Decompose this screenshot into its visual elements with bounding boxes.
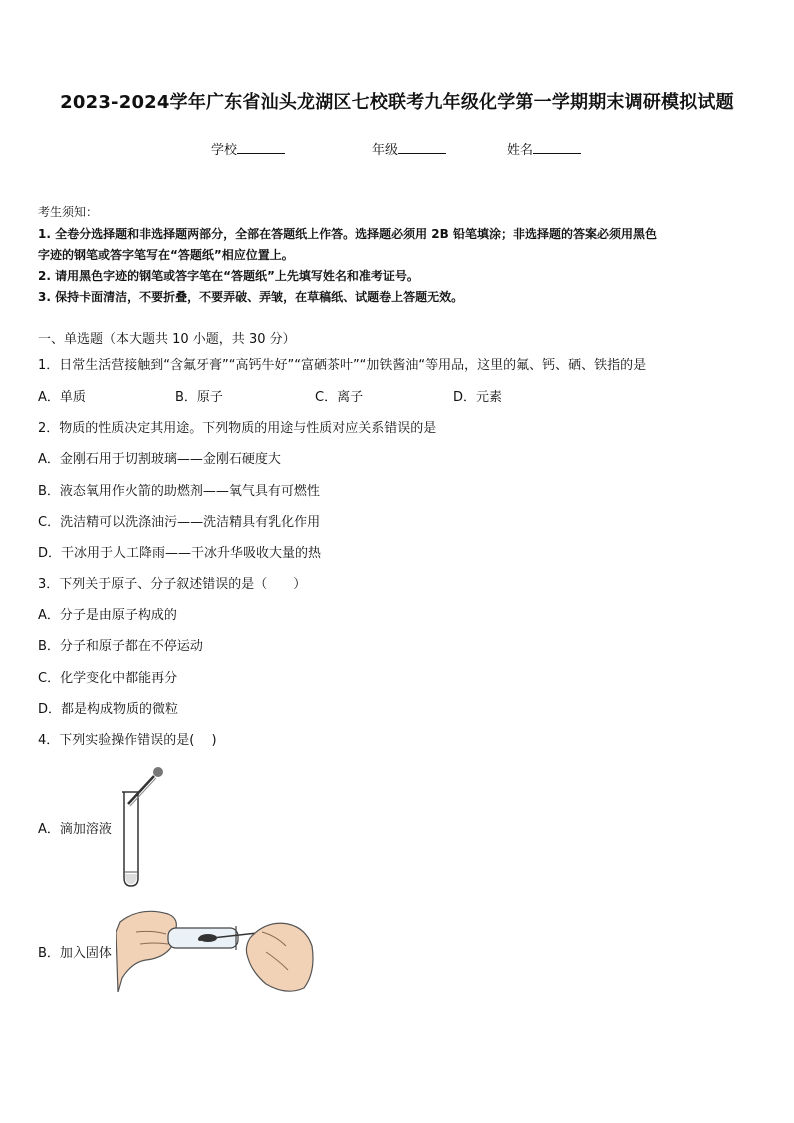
q1-option-c[interactable]: C．离子 bbox=[315, 390, 364, 405]
question-2-stem: 2．物质的性质决定其用途。下列物质的用途与性质对应关系错误的是 bbox=[38, 421, 437, 436]
question-3-stem: 3．下列关于原子、分子叙述错误的是（ ） bbox=[38, 577, 307, 592]
section-heading: 一、单选题（本大题共 10 小题，共 30 分） bbox=[38, 332, 296, 347]
grade-field bbox=[372, 139, 446, 158]
q3-option-a[interactable]: A．分子是由原子构成的 bbox=[38, 608, 177, 623]
notice-line-1a: 1. 全卷分选择题和非选择题两部分，全部在答题纸上作答。选择题必须用 2B 铅笔填涂；非选择题的答案必须用黑色 bbox=[38, 227, 657, 241]
grade-label: 年级 bbox=[372, 143, 399, 158]
school-field bbox=[211, 139, 285, 158]
school-label: 学校 bbox=[211, 143, 238, 158]
page-title: 2023-2024学年广东省汕头龙湖区七校联考九年级化学第一学期期末调研模拟试题 bbox=[60, 92, 734, 113]
name-field bbox=[507, 139, 581, 158]
notice-heading: 考生须知： bbox=[38, 205, 99, 219]
notice-line-1b: 字迹的钢笔或答字笔写在“答题纸”相应位置上。 bbox=[38, 248, 294, 262]
question-1-stem: 1．日常生活营接触到“含氟牙膏”“高钙牛好”“富硒茶叶”“加铁酱油“等用品，这里的氟、钙、硒、铁指的是 bbox=[38, 358, 647, 373]
q3-option-d[interactable]: D．都是构成物质的微粒 bbox=[38, 702, 179, 717]
q2-option-c[interactable]: C．洗洁精可以洗涤油污——洗洁精具有乳化作用 bbox=[38, 515, 321, 530]
q3-option-c[interactable]: C．化学变化中都能再分 bbox=[38, 671, 178, 686]
school-blank[interactable] bbox=[237, 141, 285, 154]
q1-option-a[interactable]: A．单质 bbox=[38, 390, 86, 405]
q2-option-a[interactable]: A．金刚石用于切割玻璃——金刚石硬度大 bbox=[38, 452, 281, 467]
q3-option-b[interactable]: B．分子和原子都在不停运动 bbox=[38, 639, 203, 654]
name-label: 姓名 bbox=[507, 143, 534, 158]
q4-option-b[interactable]: B．加入固体 bbox=[38, 946, 112, 961]
name-blank[interactable] bbox=[533, 141, 581, 154]
notice-line-3: 3. 保持卡面清洁，不要折叠，不要弄破、弄皱，在草稿纸、试题卷上答题无效。 bbox=[38, 290, 464, 304]
dropper-testtube-icon bbox=[112, 762, 172, 890]
hands-testtube-icon bbox=[116, 902, 316, 996]
q4-option-a[interactable]: A．滴加溶液 bbox=[38, 822, 112, 837]
q2-option-b[interactable]: B．液态氧用作火箭的助燃剂——氧气具有可燃性 bbox=[38, 484, 320, 499]
grade-blank[interactable] bbox=[398, 141, 446, 154]
notice-line-2: 2. 请用黑色字迹的钢笔或答字笔在“答题纸”上先填写姓名和准考证号。 bbox=[38, 269, 419, 283]
q2-option-d[interactable]: D．干冰用于人工降雨——干冰升华吸收大量的热 bbox=[38, 546, 322, 561]
question-4-stem: 4．下列实验操作错误的是( ) bbox=[38, 733, 217, 748]
q1-option-d[interactable]: D．元素 bbox=[453, 390, 503, 405]
q1-option-b[interactable]: B．原子 bbox=[175, 390, 223, 405]
